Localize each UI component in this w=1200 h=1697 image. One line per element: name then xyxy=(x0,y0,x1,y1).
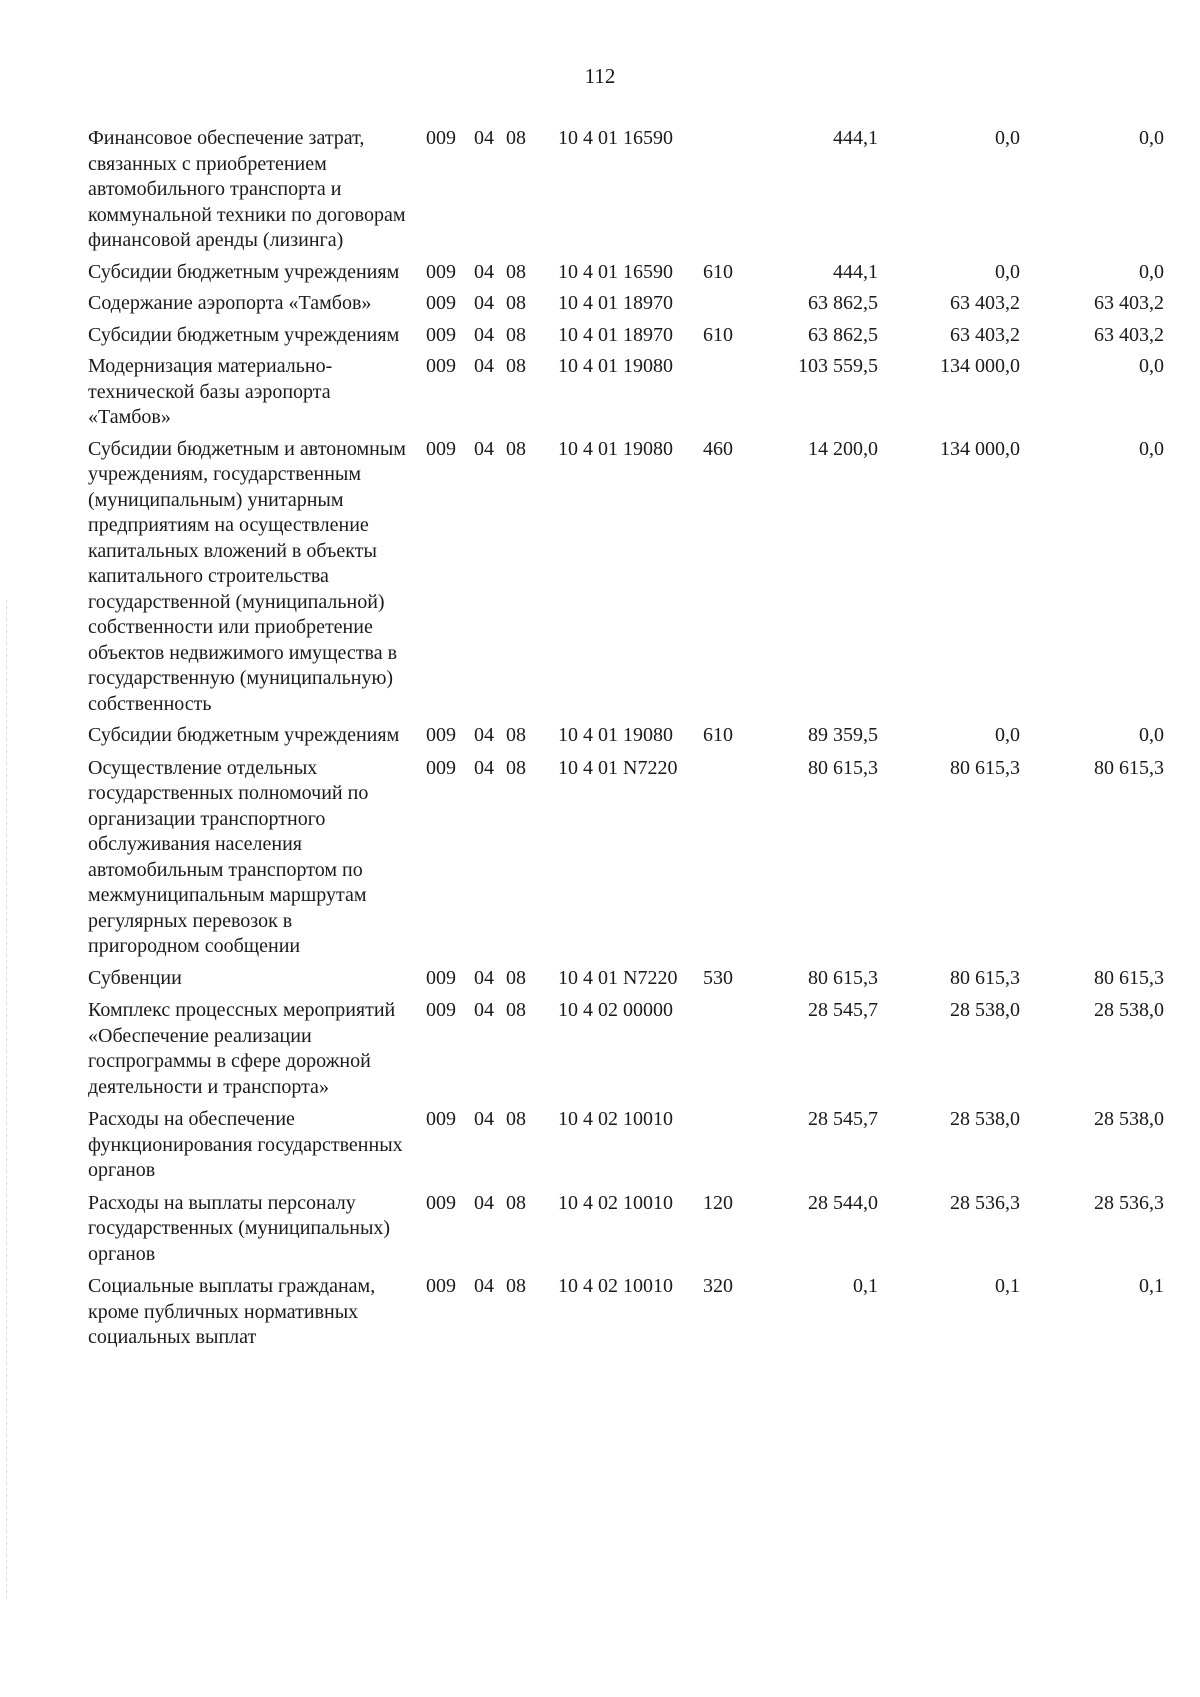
row-name: Расходы на обеспечение функционирования государственных органов xyxy=(88,1108,403,1181)
row-amount-year3: 0,1 xyxy=(1139,1275,1164,1297)
row-name: Субсидии бюджетным учреждениям xyxy=(88,724,400,746)
row-target-code: 10 4 01 18970 xyxy=(558,323,673,346)
row-ministry-code: 009 xyxy=(426,999,456,1021)
row-amount-year3: 0,0 xyxy=(1139,355,1164,377)
row-section-code: 04 xyxy=(474,966,494,989)
row-ministry-code: 009 xyxy=(426,437,456,460)
row-amount-year1: 80 615,3 xyxy=(808,966,878,989)
row-amount-year2: 0,0 xyxy=(995,260,1020,283)
row-target-code: 10 4 01 N7220 xyxy=(558,756,678,779)
row-expense-type: 120 xyxy=(703,1191,733,1214)
row-name: Субсидии бюджетным учреждениям xyxy=(88,260,400,283)
row-expense-type: 610 xyxy=(703,724,733,746)
row-expense-type: 460 xyxy=(703,437,733,460)
row-amount-year1: 444,1 xyxy=(833,260,878,283)
row-amount-year3: 0,0 xyxy=(1139,260,1164,283)
row-name: Расходы на выплаты персоналу государственных (муниципальных) органов xyxy=(88,1191,391,1265)
row-subsection-code: 08 xyxy=(506,1275,526,1297)
row-target-code: 10 4 02 10010 xyxy=(558,1275,673,1297)
row-section-code: 04 xyxy=(474,724,494,746)
page-number: 112 xyxy=(584,64,616,88)
row-name: Комплекс процессных мероприятий «Обеспечение реализации госпрограммы в сфере дорожной деятельности и транспорта» xyxy=(88,999,396,1098)
row-amount-year1: 28 544,0 xyxy=(808,1191,878,1214)
table-row xyxy=(0,260,1200,286)
row-amount-year2: 0,1 xyxy=(995,1275,1020,1297)
row-subsection-code: 08 xyxy=(506,292,526,314)
row-target-code: 10 4 01 19080 xyxy=(558,355,673,377)
row-name: Модернизация материально-технической базы аэропорта «Тамбов» xyxy=(88,355,333,428)
row-amount-year3: 0,0 xyxy=(1139,724,1164,746)
row-name: Субсидии бюджетным учреждениям xyxy=(88,323,400,346)
row-target-code: 10 4 01 18970 xyxy=(558,292,673,314)
table-row xyxy=(0,1191,1200,1268)
row-section-code: 04 xyxy=(474,1191,494,1214)
table-row xyxy=(0,291,1200,317)
table-row xyxy=(0,323,1200,349)
row-target-code: 10 4 02 10010 xyxy=(558,1108,673,1130)
row-expense-type: 530 xyxy=(703,966,733,989)
row-subsection-code: 08 xyxy=(506,437,526,460)
row-amount-year1: 63 862,5 xyxy=(808,292,878,314)
row-ministry-code: 009 xyxy=(426,1108,456,1130)
row-amount-year1: 444,1 xyxy=(833,127,878,149)
row-amount-year2: 0,0 xyxy=(995,724,1020,746)
row-amount-year1: 28 545,7 xyxy=(808,999,878,1021)
table-row xyxy=(0,966,1200,992)
row-section-code: 04 xyxy=(474,1108,494,1130)
table-row xyxy=(0,354,1200,431)
row-section-code: 04 xyxy=(474,1275,494,1297)
row-amount-year3: 28 536,3 xyxy=(1094,1191,1164,1214)
row-amount-year3: 80 615,3 xyxy=(1094,966,1164,989)
row-name: Субсидии бюджетным и автономным учреждениям, государственным (муниципальным) унитарным предприятиям на осуществление капитальных вложений в объекты капитального строительства государственной (муниципальной) собственности или приобретение объектов недвижимого имущества в государственную (муниципальную) собственность xyxy=(88,437,406,715)
row-subsection-code: 08 xyxy=(506,323,526,346)
row-ministry-code: 009 xyxy=(426,1275,456,1297)
row-amount-year3: 28 538,0 xyxy=(1094,1108,1164,1130)
row-section-code: 04 xyxy=(474,260,494,283)
table-row xyxy=(0,1107,1200,1184)
row-expense-type: 610 xyxy=(703,260,733,283)
row-target-code: 10 4 01 N7220 xyxy=(558,966,678,989)
row-ministry-code: 009 xyxy=(426,724,456,746)
row-target-code: 10 4 01 19080 xyxy=(558,724,673,746)
table-row xyxy=(0,1274,1200,1351)
row-section-code: 04 xyxy=(474,355,494,377)
row-amount-year1: 0,1 xyxy=(853,1275,878,1297)
row-amount-year2: 134 000,0 xyxy=(940,355,1020,377)
table-row xyxy=(0,126,1200,254)
row-amount-year3: 63 403,2 xyxy=(1094,292,1164,314)
row-amount-year3: 28 538,0 xyxy=(1094,999,1164,1021)
table-row xyxy=(0,756,1200,960)
row-name: Содержание аэропорта «Тамбов» xyxy=(88,292,372,314)
row-section-code: 04 xyxy=(474,437,494,460)
row-target-code: 10 4 01 16590 xyxy=(558,127,673,149)
row-amount-year2: 80 615,3 xyxy=(950,756,1020,779)
row-amount-year1: 103 559,5 xyxy=(798,355,878,377)
row-ministry-code: 009 xyxy=(426,127,456,149)
row-amount-year1: 63 862,5 xyxy=(808,323,878,346)
row-amount-year2: 28 538,0 xyxy=(950,1108,1020,1130)
row-amount-year1: 28 545,7 xyxy=(808,1108,878,1130)
row-amount-year3: 63 403,2 xyxy=(1094,323,1164,346)
row-expense-type: 610 xyxy=(703,323,733,346)
row-ministry-code: 009 xyxy=(426,355,456,377)
row-name: Социальные выплаты гражданам, кроме публичных нормативных социальных выплат xyxy=(88,1275,376,1348)
row-amount-year3: 80 615,3 xyxy=(1094,756,1164,779)
row-subsection-code: 08 xyxy=(506,127,526,149)
row-target-code: 10 4 02 00000 xyxy=(558,999,673,1021)
row-subsection-code: 08 xyxy=(506,999,526,1021)
row-ministry-code: 009 xyxy=(426,756,456,779)
row-ministry-code: 009 xyxy=(426,966,456,989)
row-amount-year2: 63 403,2 xyxy=(950,323,1020,346)
budget-table xyxy=(0,126,1200,1358)
row-section-code: 04 xyxy=(474,999,494,1021)
row-target-code: 10 4 01 16590 xyxy=(558,260,673,283)
row-section-code: 04 xyxy=(474,323,494,346)
row-amount-year3: 0,0 xyxy=(1139,127,1164,149)
row-expense-type: 320 xyxy=(703,1275,733,1297)
row-section-code: 04 xyxy=(474,292,494,314)
row-amount-year2: 0,0 xyxy=(995,127,1020,149)
row-subsection-code: 08 xyxy=(506,355,526,377)
row-ministry-code: 009 xyxy=(426,1191,456,1214)
row-subsection-code: 08 xyxy=(506,756,526,779)
row-target-code: 10 4 01 19080 xyxy=(558,437,673,460)
row-name: Финансовое обеспечение затрат, связанных с приобретением автомобильного транспорта и коммунальной техники по договорам финансовой аренды (лизинга) xyxy=(88,127,406,251)
row-section-code: 04 xyxy=(474,127,494,149)
row-amount-year1: 89 359,5 xyxy=(808,724,878,746)
row-amount-year3: 0,0 xyxy=(1139,437,1164,460)
row-subsection-code: 08 xyxy=(506,1108,526,1130)
row-section-code: 04 xyxy=(474,756,494,779)
row-amount-year2: 80 615,3 xyxy=(950,966,1020,989)
row-ministry-code: 009 xyxy=(426,260,456,283)
table-row xyxy=(0,437,1200,718)
row-name: Субвенции xyxy=(88,966,182,989)
row-amount-year2: 134 000,0 xyxy=(940,437,1020,460)
row-amount-year1: 14 200,0 xyxy=(808,437,878,460)
row-subsection-code: 08 xyxy=(506,966,526,989)
row-subsection-code: 08 xyxy=(506,1191,526,1214)
row-amount-year2: 28 538,0 xyxy=(950,999,1020,1021)
table-row xyxy=(0,998,1200,1100)
row-name: Осуществление отдельных государственных полномочий по организации транспортного обслуживания населения автомобильным транспортом по межмуниципальным маршрутам регулярных перевозок в пригородном сообщении xyxy=(88,756,369,957)
row-amount-year1: 80 615,3 xyxy=(808,756,878,779)
row-ministry-code: 009 xyxy=(426,323,456,346)
row-subsection-code: 08 xyxy=(506,260,526,283)
row-subsection-code: 08 xyxy=(506,724,526,746)
row-ministry-code: 009 xyxy=(426,292,456,314)
row-target-code: 10 4 02 10010 xyxy=(558,1191,673,1214)
table-row xyxy=(0,723,1200,749)
row-amount-year2: 63 403,2 xyxy=(950,292,1020,314)
row-amount-year2: 28 536,3 xyxy=(950,1191,1020,1214)
